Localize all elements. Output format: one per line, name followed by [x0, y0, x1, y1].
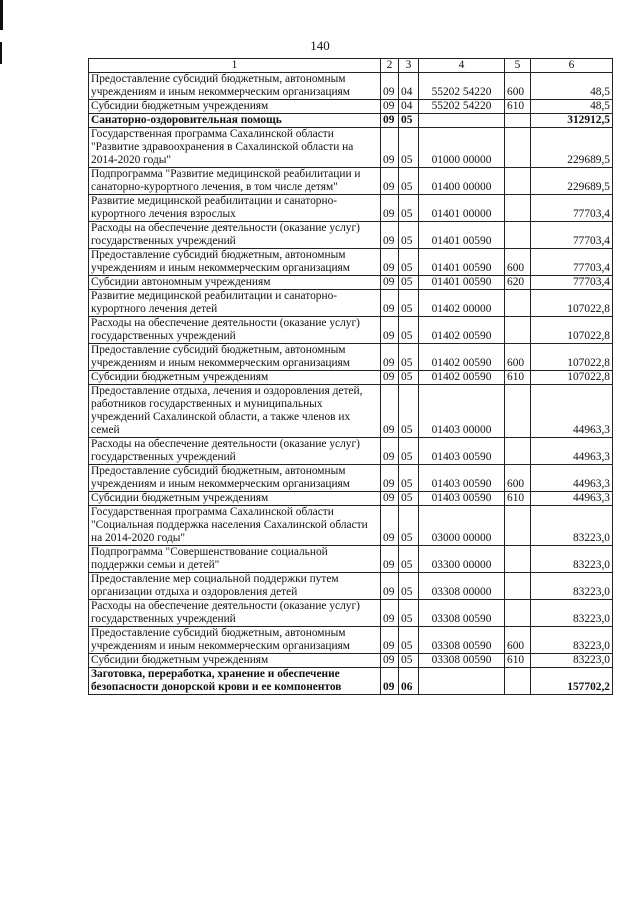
row-subsection-cell: 05 [399, 222, 419, 249]
col-header-section: 2 [381, 59, 399, 73]
row-name-cell: Предоставление субсидий бюджетным, автономным учреждениям и иным некоммерческим организациям [89, 344, 381, 371]
row-subsection-cell: 04 [399, 73, 419, 100]
row-section-cell: 09 [381, 249, 399, 276]
table-row [89, 668, 613, 695]
row-expense-type-cell [505, 546, 531, 573]
row-amount-cell: 77703,4 [531, 222, 613, 249]
row-amount-cell: 77703,4 [531, 195, 613, 222]
col-header-subsection: 3 [399, 59, 419, 73]
table-row [89, 100, 613, 114]
row-section-cell: 09 [381, 344, 399, 371]
row-section-cell: 09 [381, 73, 399, 100]
row-expense-type-cell [505, 506, 531, 546]
row-expense-type-cell [505, 222, 531, 249]
table-row [89, 222, 613, 249]
row-section-cell: 09 [381, 114, 399, 128]
row-subsection-cell: 05 [399, 600, 419, 627]
row-target-article-cell: 01401 00590 [419, 222, 505, 249]
table-header-row [89, 59, 613, 73]
row-amount-cell: 83223,0 [531, 506, 613, 546]
row-amount-cell: 77703,4 [531, 249, 613, 276]
row-section-cell: 09 [381, 100, 399, 114]
row-amount-cell: 83223,0 [531, 627, 613, 654]
table-row [89, 249, 613, 276]
table-row [89, 73, 613, 100]
row-amount-cell: 44963,3 [531, 385, 613, 438]
row-target-article-cell: 01403 00590 [419, 492, 505, 506]
row-amount-cell: 83223,0 [531, 573, 613, 600]
row-subsection-cell: 05 [399, 492, 419, 506]
row-name-cell: Предоставление отдыха, лечения и оздоровления детей, работников государственных и муниципальных учреждений Сахалинской области, а также членов их семей [89, 385, 381, 438]
row-expense-type-cell [505, 114, 531, 128]
row-target-article-cell: 01400 00000 [419, 168, 505, 195]
row-expense-type-cell [505, 385, 531, 438]
row-subsection-cell: 05 [399, 290, 419, 317]
row-section-cell: 09 [381, 668, 399, 695]
col-header-target-article: 4 [419, 59, 505, 73]
row-name-cell: Расходы на обеспечение деятельности (оказание услуг) государственных учреждений [89, 438, 381, 465]
row-section-cell: 09 [381, 222, 399, 249]
row-expense-type-cell: 610 [505, 371, 531, 385]
row-expense-type-cell [505, 600, 531, 627]
table-row [89, 654, 613, 668]
table-row [89, 371, 613, 385]
row-section-cell: 09 [381, 290, 399, 317]
row-amount-cell: 312912,5 [531, 114, 613, 128]
row-name-cell: Предоставление субсидий бюджетным, автономным учреждениям и иным некоммерческим организациям [89, 465, 381, 492]
row-amount-cell: 48,5 [531, 73, 613, 100]
row-subsection-cell: 05 [399, 344, 419, 371]
row-target-article-cell: 03308 00000 [419, 573, 505, 600]
row-target-article-cell: 01403 00590 [419, 438, 505, 465]
row-section-cell: 09 [381, 317, 399, 344]
row-target-article-cell: 03300 00000 [419, 546, 505, 573]
row-subsection-cell: 05 [399, 506, 419, 546]
row-expense-type-cell: 600 [505, 249, 531, 276]
row-target-article-cell: 55202 54220 [419, 100, 505, 114]
row-target-article-cell: 01402 00000 [419, 290, 505, 317]
row-subsection-cell: 05 [399, 385, 419, 438]
row-target-article-cell: 01000 00000 [419, 128, 505, 168]
table-row [89, 344, 613, 371]
row-section-cell: 09 [381, 546, 399, 573]
row-amount-cell: 107022,8 [531, 344, 613, 371]
row-expense-type-cell [505, 168, 531, 195]
row-subsection-cell: 05 [399, 317, 419, 344]
table-row [89, 128, 613, 168]
row-amount-cell: 157702,2 [531, 668, 613, 695]
row-name-cell: Субсидии бюджетным учреждениям [89, 371, 381, 385]
col-header-amount: 6 [531, 59, 613, 73]
table-row [89, 276, 613, 290]
page-number: 140 [310, 38, 330, 53]
table-row [89, 317, 613, 344]
row-target-article-cell: 03308 00590 [419, 600, 505, 627]
row-section-cell: 09 [381, 506, 399, 546]
row-subsection-cell: 05 [399, 546, 419, 573]
table-row [89, 168, 613, 195]
row-subsection-cell: 05 [399, 465, 419, 492]
row-amount-cell: 83223,0 [531, 654, 613, 668]
row-subsection-cell: 05 [399, 168, 419, 195]
row-name-cell: Расходы на обеспечение деятельности (оказание услуг) государственных учреждений [89, 222, 381, 249]
row-amount-cell: 44963,3 [531, 492, 613, 506]
row-section-cell: 09 [381, 438, 399, 465]
row-name-cell: Развитие медицинской реабилитации и санаторно-курортного лечения взрослых [89, 195, 381, 222]
table-row [89, 195, 613, 222]
row-section-cell: 09 [381, 573, 399, 600]
row-expense-type-cell [505, 317, 531, 344]
budget-table [88, 58, 613, 695]
row-subsection-cell: 05 [399, 249, 419, 276]
row-expense-type-cell [505, 668, 531, 695]
row-expense-type-cell [505, 195, 531, 222]
row-target-article-cell: 03000 00000 [419, 506, 505, 546]
row-expense-type-cell: 600 [505, 73, 531, 100]
row-expense-type-cell [505, 438, 531, 465]
binding-mark-top [0, 0, 3, 30]
table-row [89, 290, 613, 317]
row-target-article-cell: 03308 00590 [419, 654, 505, 668]
col-header-expense-type: 5 [505, 59, 531, 73]
row-expense-type-cell: 620 [505, 276, 531, 290]
row-name-cell: Подпрограмма "Совершенствование социальной поддержки семьи и детей" [89, 546, 381, 573]
row-expense-type-cell [505, 128, 531, 168]
row-name-cell: Предоставление субсидий бюджетным, автономным учреждениям и иным некоммерческим организациям [89, 73, 381, 100]
row-expense-type-cell: 610 [505, 654, 531, 668]
row-subsection-cell: 05 [399, 573, 419, 600]
table-row [89, 465, 613, 492]
row-amount-cell: 77703,4 [531, 276, 613, 290]
row-name-cell: Предоставление мер социальной поддержки путем организации отдыха и оздоровления детей [89, 573, 381, 600]
table-row [89, 627, 613, 654]
row-subsection-cell: 05 [399, 438, 419, 465]
row-expense-type-cell: 600 [505, 465, 531, 492]
row-subsection-cell: 05 [399, 114, 419, 128]
row-expense-type-cell [505, 290, 531, 317]
row-section-cell: 09 [381, 627, 399, 654]
row-name-cell: Заготовка, переработка, хранение и обеспечение безопасности донорской крови и ее компонентов [89, 668, 381, 695]
row-amount-cell: 48,5 [531, 100, 613, 114]
row-subsection-cell: 05 [399, 654, 419, 668]
row-target-article-cell: 01401 00000 [419, 195, 505, 222]
row-target-article-cell: 01401 00590 [419, 249, 505, 276]
row-section-cell: 09 [381, 385, 399, 438]
row-name-cell: Развитие медицинской реабилитации и санаторно-курортного лечения детей [89, 290, 381, 317]
row-target-article-cell [419, 114, 505, 128]
row-amount-cell: 107022,8 [531, 290, 613, 317]
row-name-cell: Расходы на обеспечение деятельности (оказание услуг) государственных учреждений [89, 600, 381, 627]
row-subsection-cell: 05 [399, 128, 419, 168]
row-target-article-cell: 03308 00590 [419, 627, 505, 654]
row-section-cell: 09 [381, 371, 399, 385]
table-row [89, 546, 613, 573]
row-amount-cell: 44963,3 [531, 438, 613, 465]
row-name-cell: Расходы на обеспечение деятельности (оказание услуг) государственных учреждений [89, 317, 381, 344]
row-name-cell: Подпрограмма "Развитие медицинской реабилитации и санаторно-курортного лечения, в том числе детям" [89, 168, 381, 195]
row-subsection-cell: 05 [399, 195, 419, 222]
row-expense-type-cell: 610 [505, 492, 531, 506]
row-amount-cell: 229689,5 [531, 168, 613, 195]
row-target-article-cell: 01402 00590 [419, 371, 505, 385]
row-name-cell: Субсидии бюджетным учреждениям [89, 492, 381, 506]
row-section-cell: 09 [381, 276, 399, 290]
table-row [89, 573, 613, 600]
table-row [89, 438, 613, 465]
table-row [89, 114, 613, 128]
col-header-name: 1 [89, 59, 381, 73]
row-section-cell: 09 [381, 128, 399, 168]
row-subsection-cell: 05 [399, 371, 419, 385]
row-target-article-cell: 01403 00000 [419, 385, 505, 438]
row-target-article-cell [419, 668, 505, 695]
row-name-cell: Субсидии бюджетным учреждениям [89, 654, 381, 668]
row-name-cell: Предоставление субсидий бюджетным, автономным учреждениям и иным некоммерческим организациям [89, 249, 381, 276]
row-section-cell: 09 [381, 195, 399, 222]
row-name-cell: Государственная программа Сахалинской области "Социальная поддержка населения Сахалинской области на 2014-2020 годы" [89, 506, 381, 546]
row-expense-type-cell [505, 573, 531, 600]
row-subsection-cell: 05 [399, 627, 419, 654]
row-subsection-cell: 06 [399, 668, 419, 695]
row-target-article-cell: 01402 00590 [419, 317, 505, 344]
row-section-cell: 09 [381, 465, 399, 492]
row-target-article-cell: 55202 54220 [419, 73, 505, 100]
row-name-cell: Предоставление субсидий бюджетным, автономным учреждениям и иным некоммерческим организациям [89, 627, 381, 654]
row-section-cell: 09 [381, 654, 399, 668]
row-section-cell: 09 [381, 600, 399, 627]
row-amount-cell: 229689,5 [531, 128, 613, 168]
row-target-article-cell: 01402 00590 [419, 344, 505, 371]
table-row [89, 506, 613, 546]
row-expense-type-cell: 610 [505, 100, 531, 114]
row-name-cell: Субсидии автономным учреждениям [89, 276, 381, 290]
row-subsection-cell: 04 [399, 100, 419, 114]
row-amount-cell: 107022,8 [531, 371, 613, 385]
row-expense-type-cell: 600 [505, 627, 531, 654]
row-subsection-cell: 05 [399, 276, 419, 290]
table-row [89, 385, 613, 438]
row-amount-cell: 83223,0 [531, 600, 613, 627]
row-amount-cell: 44963,3 [531, 465, 613, 492]
row-name-cell: Санаторно-оздоровительная помощь [89, 114, 381, 128]
table-row [89, 492, 613, 506]
row-target-article-cell: 01403 00590 [419, 465, 505, 492]
row-amount-cell: 83223,0 [531, 546, 613, 573]
row-amount-cell: 107022,8 [531, 317, 613, 344]
row-name-cell: Государственная программа Сахалинской области "Развитие здравоохранения в Сахалинской области на 2014-2020 годы" [89, 128, 381, 168]
row-section-cell: 09 [381, 168, 399, 195]
row-section-cell: 09 [381, 492, 399, 506]
row-target-article-cell: 01401 00590 [419, 276, 505, 290]
row-expense-type-cell: 600 [505, 344, 531, 371]
table-row [89, 600, 613, 627]
row-name-cell: Субсидии бюджетным учреждениям [89, 100, 381, 114]
